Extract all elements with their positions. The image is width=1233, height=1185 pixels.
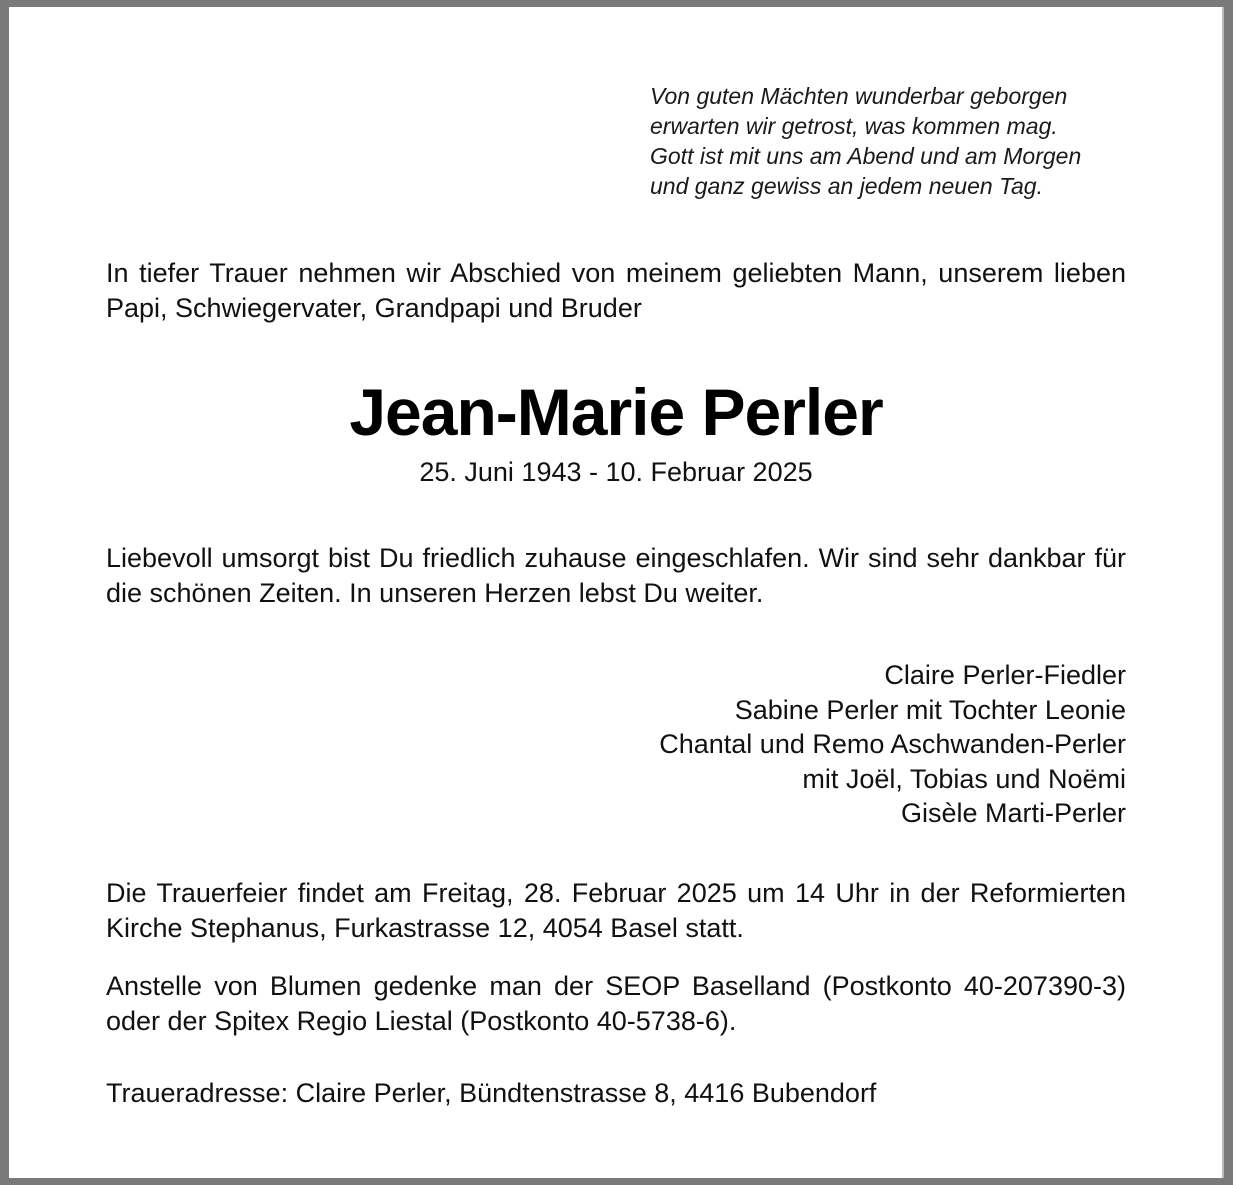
family-list — [106, 658, 1126, 831]
family-member: Sabine Perler mit Tochter Leonie — [734, 694, 1126, 725]
donation-paragraph: Anstelle von Blumen gedenke man der SEOP Baselland (Postkonto 40-207390-3) oder der Spitex Regio Liestal (Postkonto 40-5738-6). — [106, 971, 1126, 1036]
frame-inner-line — [1222, 7, 1224, 1178]
family-member: Chantal und Remo Aschwanden-Perler — [659, 729, 1126, 759]
family-member: Claire Perler-Fiedler — [884, 660, 1126, 690]
family-member: mit Joël, Tobias und Noëmi — [802, 763, 1126, 794]
poem-line: erwarten wir getrost, was kommen mag. — [650, 113, 1058, 139]
poem-quote — [650, 81, 1170, 201]
message-paragraph: Liebevoll umsorgt bist Du friedlich zuhause eingeschlafen. Wir sind sehr dankbar für die schönen Zeiten. In unseren Herzen lebst Du weiter. — [106, 543, 1126, 608]
deceased-name: Jean-Marie Perler — [349, 375, 883, 449]
mourning-address: Traueradresse: Claire Perler, Bündtenstrasse 8, 4416 Bubendorf — [106, 1078, 877, 1108]
family-member: Gisèle Marti-Perler — [900, 798, 1126, 828]
poem-line: Von guten Mächten wunderbar geborgen — [650, 83, 1068, 109]
poem-line: Gott ist mit uns am Abend und am Morgen — [650, 143, 1082, 169]
life-dates: 25. Juni 1943 - 10. Februar 2025 — [419, 457, 813, 487]
ceremony-paragraph: Die Trauerfeier findet am Freitag, 28. Februar 2025 um 14 Uhr in der Reformierten Kirche Stephanus, Furkastrasse 12, 4054 Basel statt. — [106, 878, 1126, 943]
poem-line: und ganz gewiss an jedem neuen Tag. — [650, 173, 1043, 199]
intro-paragraph: In tiefer Trauer nehmen wir Abschied von meinem geliebten Mann, unserem lieben Papi, Schwiegervater, Grandpapi und Bruder — [106, 258, 1126, 323]
